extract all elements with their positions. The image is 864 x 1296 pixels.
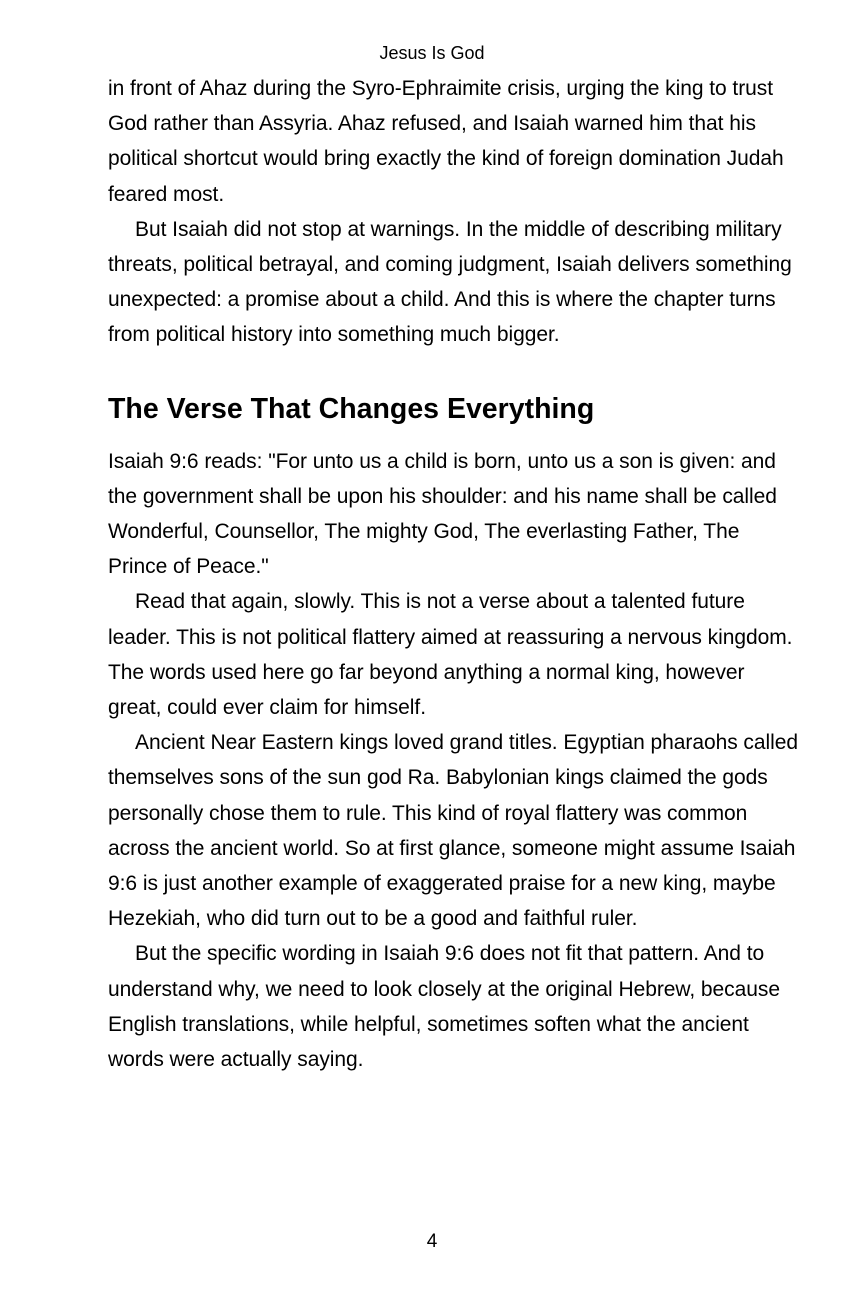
section-heading: The Verse That Changes Everything (108, 392, 595, 425)
page-number: 4 (426, 1231, 438, 1252)
page-body (108, 71, 798, 1077)
body-paragraph: Isaiah 9:6 reads: "For unto us a child is born, unto us a son is given: and the government shall be upon his shoulder: and his name shall be called Wonderful, Counsellor, The mighty God, The everlasting Father, The Prince of Peace." (108, 449, 777, 579)
body-paragraph: Read that again, slowly. This is not a verse about a talented future leader. This is not political flattery aimed at reassuring a nervous kingdom. The words used here go far beyond anything a normal king, however great, could ever claim for himself. (108, 590, 793, 720)
running-header: Jesus Is God (379, 43, 485, 63)
body-paragraph: Ancient Near Eastern kings loved grand titles. Egyptian pharaohs called themselves sons of the sun god Ra. Babylonian kings claimed the gods personally chose them to rule. This kind of royal flattery was common across the ancient world. So at first glance, someone might assume Isaiah 9:6 is just another example of exaggerated praise for a new king, maybe Hezekiah, who did turn out to be a good and faithful ruler. (108, 731, 799, 931)
body-paragraph: But the specific wording in Isaiah 9:6 does not fit that pattern. And to understand why, we need to look closely at the original Hebrew, because English translations, while helpful, sometimes soften what the ancient words were actually saying. (108, 942, 780, 1072)
body-paragraph: in front of Ahaz during the Syro-Ephraimite crisis, urging the king to trust God rather than Assyria. Ahaz refused, and Isaiah warned him that his political shortcut would bring exactly the kind of foreign domination Judah feared most. (108, 77, 784, 206)
body-paragraph: But Isaiah did not stop at warnings. In the middle of describing military threats, political betrayal, and coming judgment, Isaiah delivers something unexpected: a promise about a child. And this is where the chapter turns from political history into something much bigger. (108, 217, 792, 347)
